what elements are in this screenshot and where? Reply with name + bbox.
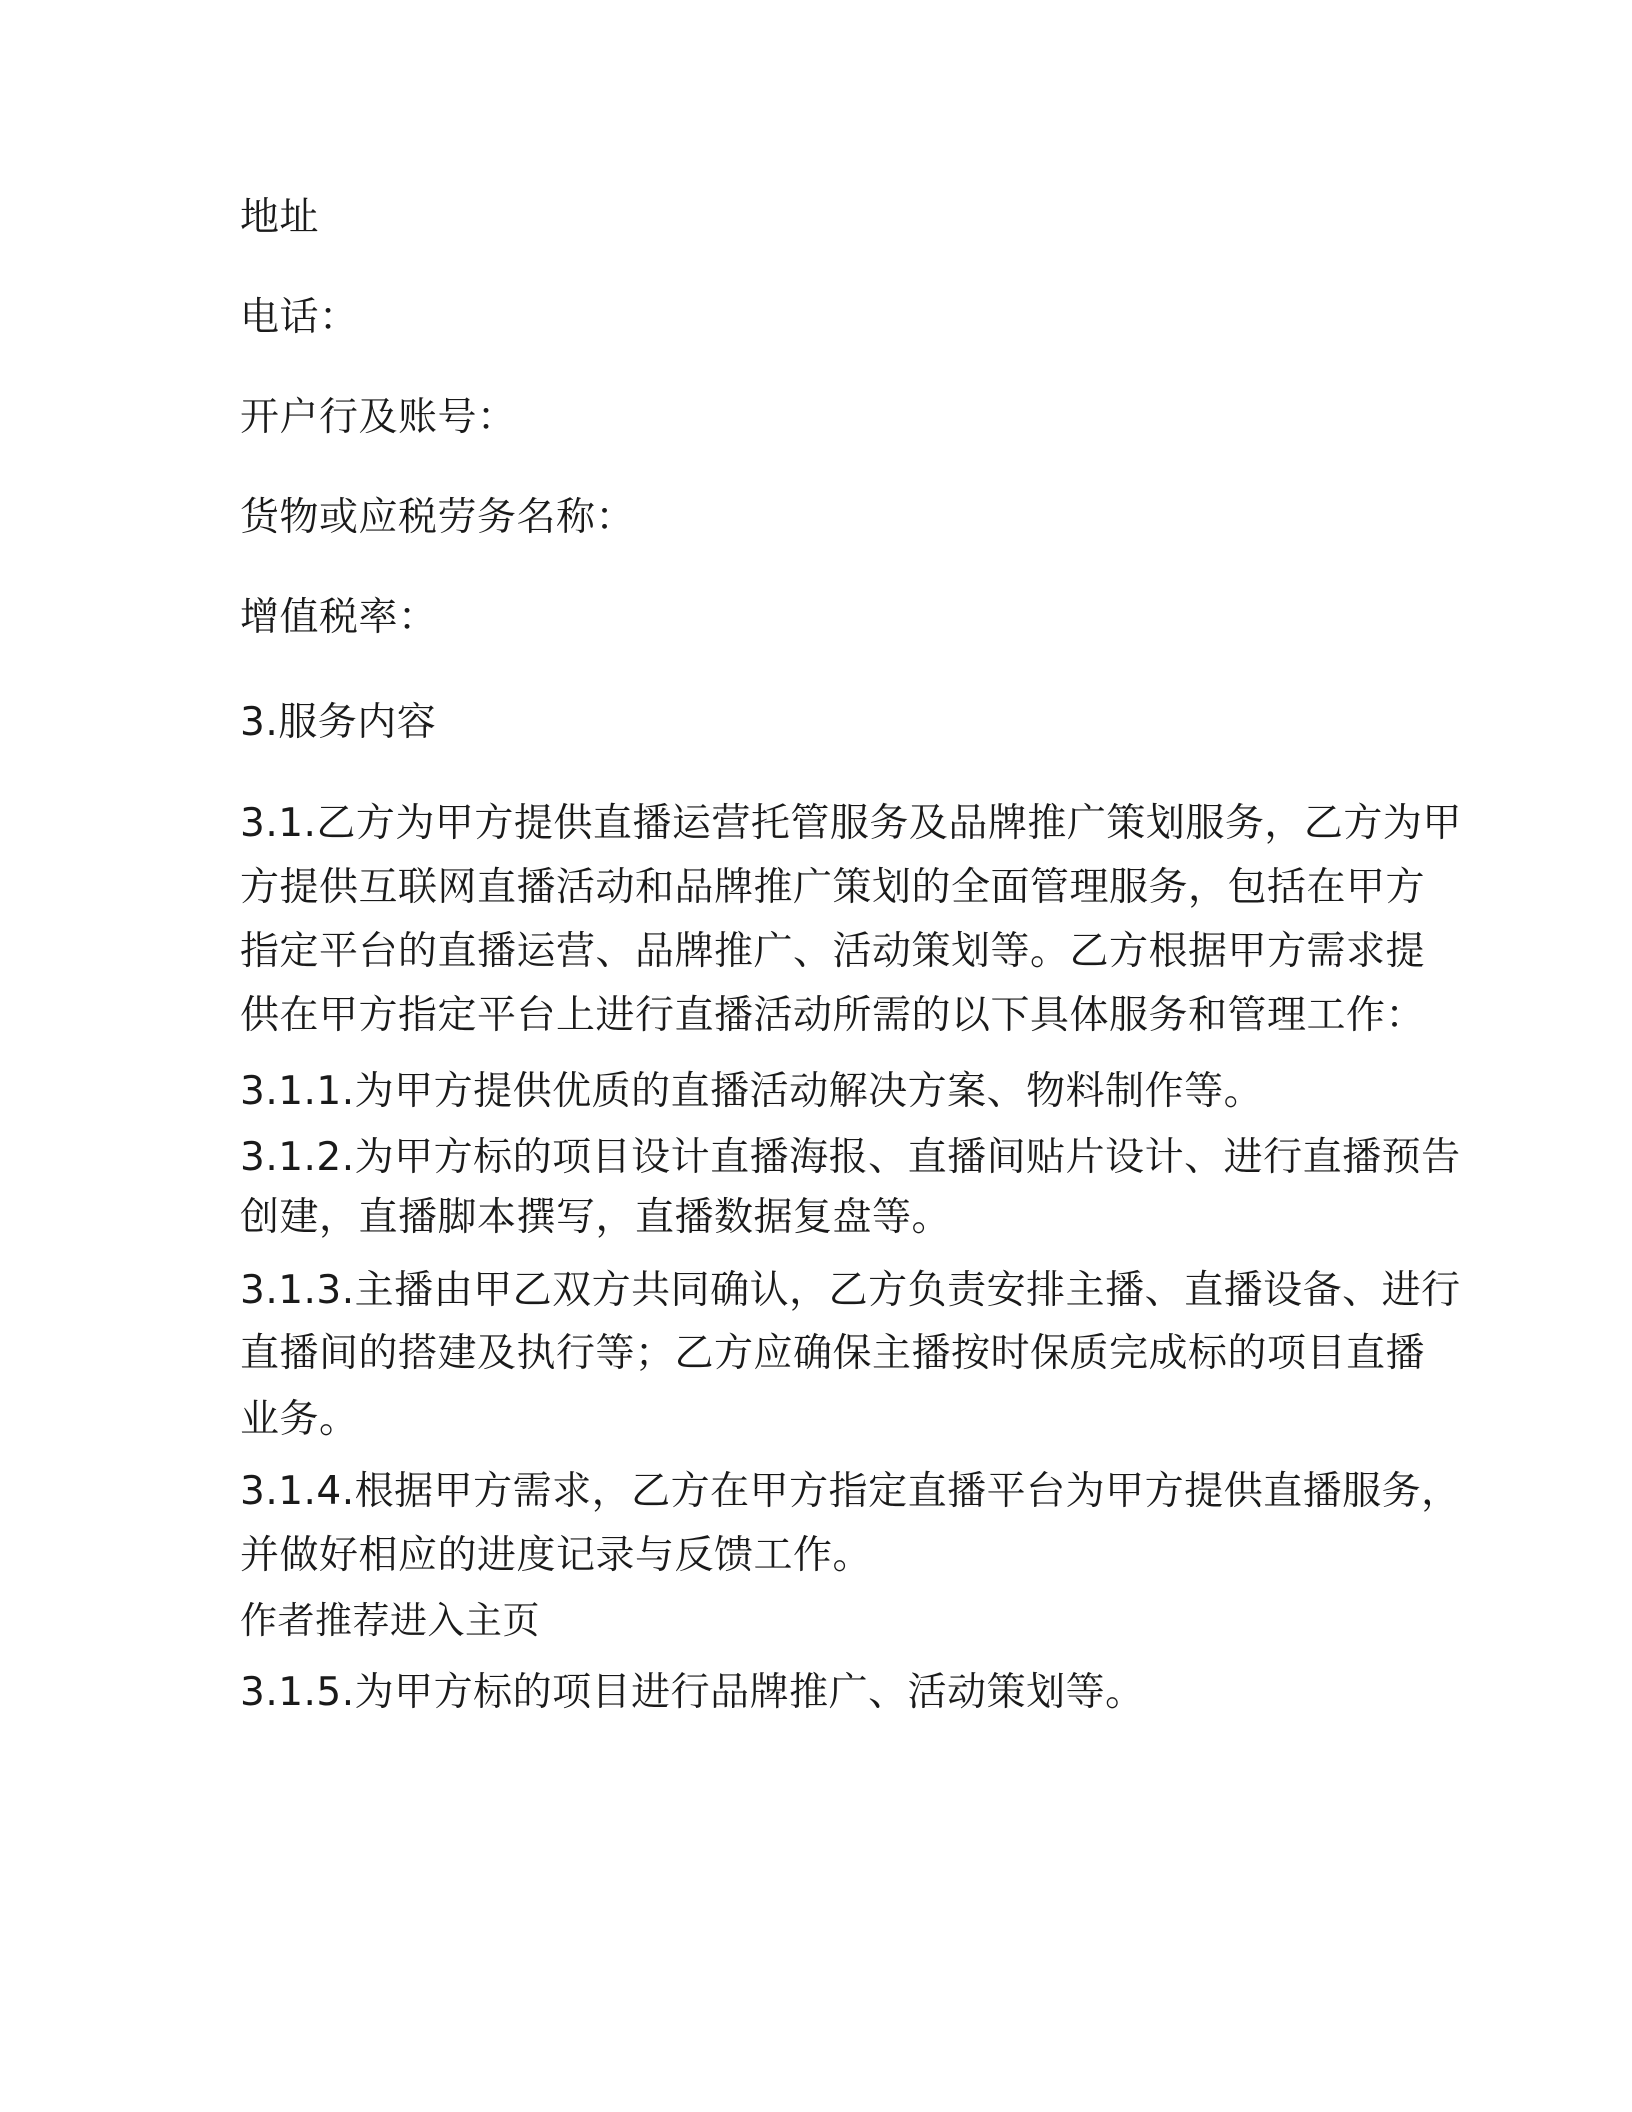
address-label: 地址	[240, 195, 320, 240]
goods-service-name-label: 货物或应税劳务名称：	[240, 495, 636, 540]
clause-3-1-3-line-3: 业务。	[240, 1397, 359, 1442]
bank-account-label: 开户行及账号：	[240, 395, 517, 440]
clause-3-1-line-4: 供在甲方指定平台上进行直播活动所需的以下具体服务和管理工作：	[240, 993, 1426, 1038]
section-heading: 3.服务内容	[240, 700, 437, 745]
clause-3-1-1-line-1: 3.1.1.为甲方提供优质的直播活动解决方案、物料制作等。	[240, 1069, 1264, 1114]
vat-rate-label: 增值税率：	[240, 595, 438, 640]
author-recommend-link[interactable]: 作者推荐进入主页	[240, 1599, 540, 1642]
clause-3-1-line-3: 指定平台的直播运营、品牌推广、活动策划等。乙方根据甲方需求提	[240, 929, 1426, 974]
clause-3-1-3-line-1: 3.1.3.主播由甲乙双方共同确认，乙方负责安排主播、直播设备、进行	[240, 1268, 1461, 1313]
clause-3-1-4-line-2: 并做好相应的进度记录与反馈工作。	[240, 1533, 873, 1578]
clause-3-1-4-line-1: 3.1.4.根据甲方需求，乙方在甲方指定直播平台为甲方提供直播服务，	[240, 1469, 1461, 1514]
clause-3-1-5-line-1: 3.1.5.为甲方标的项目进行品牌推广、活动策划等。	[240, 1670, 1145, 1715]
clause-3-1-line-1: 3.1.乙方为甲方提供直播运营托管服务及品牌推广策划服务，乙方为甲	[240, 801, 1462, 846]
clause-3-1-3-line-2: 直播间的搭建及执行等；乙方应确保主播按时保质完成标的项目直播	[240, 1331, 1426, 1376]
clause-3-1-line-2: 方提供互联网直播活动和品牌推广策划的全面管理服务，包括在甲方	[240, 865, 1426, 910]
clause-3-1-2-line-1: 3.1.2.为甲方标的项目设计直播海报、直播间贴片设计、进行直播预告	[240, 1135, 1461, 1180]
clause-3-1-2-line-2: 创建，直播脚本撰写，直播数据复盘等。	[240, 1195, 952, 1240]
phone-label: 电话：	[240, 295, 359, 340]
